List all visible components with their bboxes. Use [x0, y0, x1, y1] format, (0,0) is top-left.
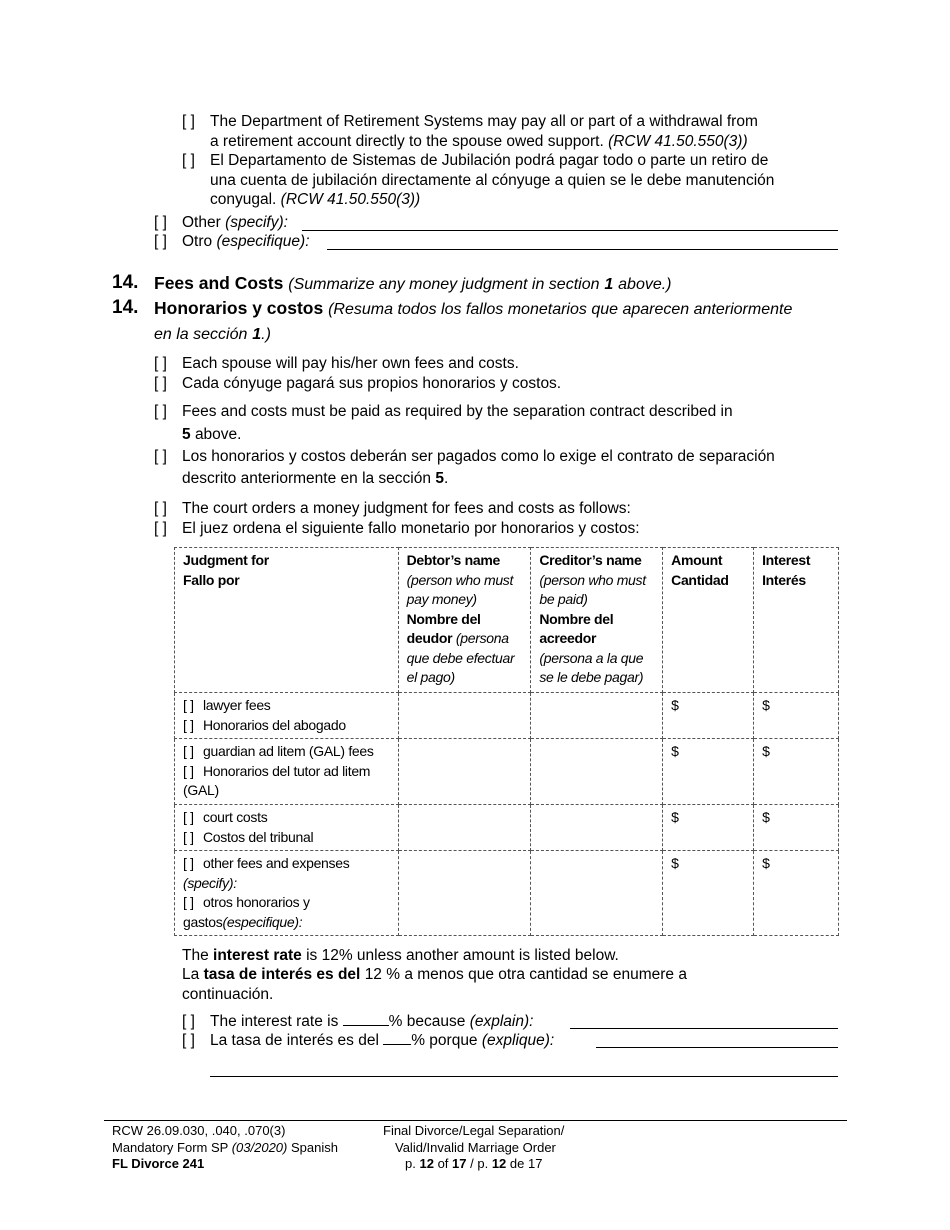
debtor-cell[interactable] — [398, 739, 531, 805]
contract-es-option: [ ] Los honorarios y costos deberán ser pagados como lo exige el contrato de separación — [154, 448, 775, 465]
debtor-cell[interactable] — [398, 805, 531, 851]
amount-cell[interactable]: $ — [663, 851, 754, 936]
table-row — [175, 739, 839, 805]
checkbox[interactable]: [ ] — [182, 1013, 195, 1030]
row-label-other-fees: [ ] other fees and expenses (specify): [ ] otros honorarios y gastos(especifique): — [175, 851, 399, 936]
checkbox[interactable]: [ ] — [183, 762, 194, 779]
retirement-es-option: [ ] El Departamento de Sistemas de Jubilación podrá pagar todo o parte un retiro de — [182, 152, 769, 169]
header-interest: Interest Interés — [754, 548, 839, 693]
footer-divider — [104, 1120, 847, 1121]
retirement-en-option: [ ] The Department of Retirement Systems may pay all or part of a withdrawal from — [182, 113, 758, 130]
interest-cell[interactable]: $ — [754, 851, 839, 936]
interest-es: La tasa de interés es del 12 % a menos que otra cantidad se enumere a — [182, 966, 687, 983]
amount-cell[interactable]: $ — [663, 693, 754, 739]
section-14-heading-en: 14. Fees and Costs (Summarize any money judgment in section 1 above.) — [112, 272, 672, 293]
checkbox[interactable]: [ ] — [154, 520, 167, 537]
amount-cell[interactable]: $ — [663, 739, 754, 805]
header-judgment-for: Judgment for Fallo por — [175, 548, 399, 693]
other-es-option: [ ] Otro (especifique): — [154, 233, 310, 250]
interest-rate-es-option: [ ] La tasa de interés es del % porque (explique): — [182, 1032, 555, 1049]
creditor-cell[interactable] — [531, 693, 663, 739]
interest-rate-field[interactable] — [343, 1011, 389, 1026]
interest-es-cont: continuación. — [182, 986, 274, 1003]
checkbox[interactable]: [ ] — [183, 828, 194, 845]
other-en-option: [ ] Other (specify): — [154, 214, 288, 231]
footer-rcw: RCW 26.09.030, .040, .070(3) — [112, 1123, 286, 1138]
interest-cell[interactable]: $ — [754, 693, 839, 739]
own-fees-en-option: [ ] Each spouse will pay his/her own fees and costs. — [154, 355, 519, 372]
debtor-cell[interactable] — [398, 851, 531, 936]
interest-cell[interactable]: $ — [754, 805, 839, 851]
creditor-cell[interactable] — [531, 739, 663, 805]
checkbox[interactable]: [ ] — [182, 1032, 195, 1049]
interest-cell[interactable]: $ — [754, 739, 839, 805]
other-es-field[interactable] — [327, 235, 838, 250]
table-row — [175, 851, 839, 936]
checkbox[interactable]: [ ] — [182, 113, 195, 130]
checkbox[interactable]: [ ] — [154, 233, 167, 250]
contract-es-line2: descrito anteriormente en la sección 5. — [182, 470, 449, 487]
checkbox[interactable]: [ ] — [183, 855, 194, 871]
footer-title-1: Final Divorce/Legal Separation/ — [383, 1123, 565, 1138]
interest-en: The interest rate is 12% unless another amount is listed below. — [182, 947, 619, 964]
table-row — [175, 693, 839, 739]
checkbox[interactable]: [ ] — [154, 448, 167, 465]
section-14-heading-es: 14. Honorarios y costos (Resuma todos los fallos monetarios que aparecen anteriormente — [112, 297, 793, 318]
checkbox[interactable]: [ ] — [154, 355, 167, 372]
retirement-en-line2: a retirement account directly to the spouse owed support. (RCW 41.50.550(3)) — [210, 133, 748, 150]
other-en-field[interactable] — [302, 216, 838, 231]
interest-rate-en-option: [ ] The interest rate is % because (explain): — [182, 1013, 534, 1030]
creditor-cell[interactable] — [531, 805, 663, 851]
interest-explain-continued-field[interactable] — [210, 1062, 838, 1077]
row-label-lawyer-fees: [ ] lawyer fees [ ] Honorarios del abogado — [175, 693, 399, 739]
contract-en-line2: 5 above. — [182, 426, 242, 443]
checkbox[interactable]: [ ] — [154, 500, 167, 517]
checkbox[interactable]: [ ] — [183, 894, 194, 910]
interest-rate-es-field[interactable] — [383, 1030, 411, 1045]
interest-explain-field[interactable] — [570, 1014, 838, 1029]
checkbox[interactable]: [ ] — [183, 809, 194, 825]
creditor-cell[interactable] — [531, 851, 663, 936]
retirement-es-line3: conyugal. (RCW 41.50.550(3)) — [210, 191, 421, 208]
interest-explique-field[interactable] — [596, 1033, 838, 1048]
judgment-table — [174, 547, 839, 936]
contract-en-option: [ ] Fees and costs must be paid as required by the separation contract described in — [154, 403, 733, 420]
checkbox[interactable]: [ ] — [183, 716, 194, 733]
header-amount: Amount Cantidad — [663, 548, 754, 693]
checkbox[interactable]: [ ] — [183, 743, 194, 759]
footer-title-2: Valid/Invalid Marriage Order — [395, 1140, 556, 1155]
checkbox[interactable]: [ ] — [182, 152, 195, 169]
table-header-row — [175, 548, 839, 693]
header-creditor: Creditor’s name (person who must be paid) Nombre del acreedor (persona a la que se le debe pagar) — [531, 548, 663, 693]
judgment-en-option: [ ] The court orders a money judgment for fees and costs as follows: — [154, 500, 631, 517]
header-debtor: Debtor’s name (person who must pay money) Nombre del deudor (persona que debe efectuar el pago) — [398, 548, 531, 693]
checkbox[interactable]: [ ] — [183, 697, 194, 713]
table-row — [175, 805, 839, 851]
footer-form-id: FL Divorce 241 — [112, 1156, 205, 1171]
judgment-es-option: [ ] El juez ordena el siguiente fallo monetario por honorarios y costos: — [154, 520, 640, 537]
retirement-es-line2: una cuenta de jubilación directamente al cónyuge a quien se le debe manutención — [210, 172, 775, 189]
row-label-gal-fees: [ ] guardian ad litem (GAL) fees [ ] Honorarios del tutor ad litem (GAL) — [175, 739, 399, 805]
debtor-cell[interactable] — [398, 693, 531, 739]
checkbox[interactable]: [ ] — [154, 214, 167, 231]
section-14-heading-es-cont: en la sección 1.) — [154, 326, 271, 343]
checkbox[interactable]: [ ] — [154, 403, 167, 420]
checkbox[interactable]: [ ] — [154, 375, 167, 392]
footer-form: Mandatory Form SP (03/2020) Spanish — [112, 1140, 338, 1155]
own-fees-es-option: [ ] Cada cónyuge pagará sus propios honorarios y costos. — [154, 375, 562, 392]
footer-page: p. 12 of 17 / p. 12 de 17 — [405, 1156, 543, 1171]
row-label-court-costs: [ ] court costs [ ] Costos del tribunal — [175, 805, 399, 851]
amount-cell[interactable]: $ — [663, 805, 754, 851]
